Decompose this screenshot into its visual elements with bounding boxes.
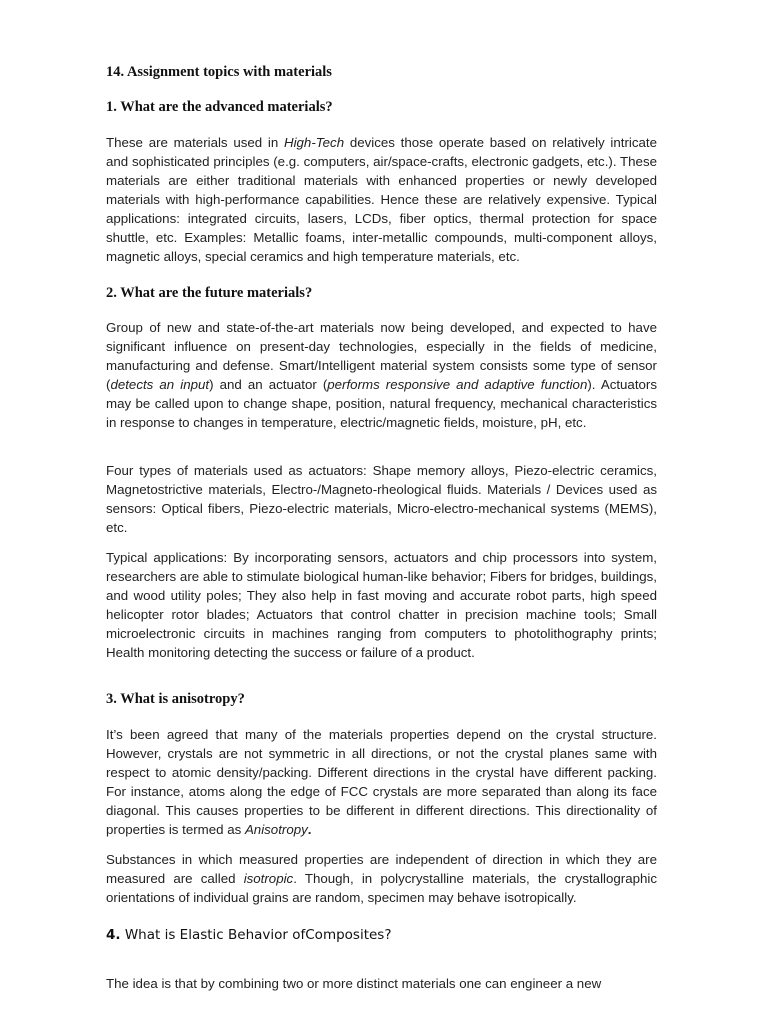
- document-title: 14. Assignment topics with materials: [106, 64, 332, 80]
- section-4-heading: 4. What is Elastic Behavior ofComposites?: [106, 927, 392, 943]
- section-4-paragraph: The idea is that by combining two or more distinct materials one can engineer a new: [106, 976, 602, 991]
- section-3-heading: 3. What is anisotropy?: [106, 691, 245, 707]
- section-1-heading: 1. What are the advanced materials?: [106, 99, 333, 115]
- section-1-paragraph: These are materials used in High-Tech devices those operate based on relatively intricate and sophisticated principles (e.g. computers, air/space-crafts, electronic gadgets, etc.). These materials are either traditional materials with enhanced properties or newly developed materials with high-performance capabilities. Hence these are relatively expensive. Typical applications: integrated circuits, lasers, LCDs, fiber optics, thermal protection for space shuttle, etc. Examples: Metallic foams, inter-metallic compounds, multi-component alloys, magnetic alloys, special ceramics and high temperature materials, etc.: [106, 135, 657, 264]
- section-3-paragraph-1: It’s been agreed that many of the materials properties depend on the crystal structure. However, crystals are not symmetric in all directions, or not the crystal planes same with respect to atomic density/packing. Different directions in the crystal have different packing. For instance, atoms along the edge of FCC crystals are more separated than along its face diagonal. This causes properties to be different in different directions. This directionality of properties is termed as Anisotropy.: [106, 727, 657, 837]
- section-2-paragraph-3: Typical applications: By incorporating sensors, actuators and chip processors into system, researchers are able to stimulate biological human-like behavior; Fibers for bridges, buildings, and wood utility poles; They also help in fast moving and accurate robot parts, high speed helicopter rotor blades; Actuators that control chatter in precision machine tools; Small microelectronic circuits in machines ranging from computers to photolithography prints; Health monitoring detecting the success or failure of a product.: [106, 550, 657, 660]
- section-2-paragraph-2: Four types of materials used as actuators: Shape memory alloys, Piezo-electric ceramics, Magnetostrictive materials, Electro-/Magneto-rheological fluids. Materials / Devices used as sensors: Optical fibers, Piezo-electric materials, Micro-electro-mechanical systems (MEMS), etc.: [106, 463, 657, 535]
- section-2-heading: 2. What are the future materials?: [106, 285, 313, 301]
- section-2-paragraph-1: Group of new and state-of-the-art materials now being developed, and expected to have significant influence on present-day technologies, especially in the fields of medicine, manufacturing and defense. Smart/Intelligent material system consists some type of sensor (detects an input) and an actuator (performs responsive and adaptive function). Actuators may be called upon to change shape, position, natural frequency, mechanical characteristics in response to changes in temperature, electric/magnetic fields, moisture, pH, etc.: [106, 320, 657, 430]
- section-3-paragraph-2: Substances in which measured properties are independent of direction in which they are measured are called isotropic. Though, in polycrystalline materials, the crystallographic orientations of individual grains are random, specimen may behave isotropically.: [106, 852, 657, 905]
